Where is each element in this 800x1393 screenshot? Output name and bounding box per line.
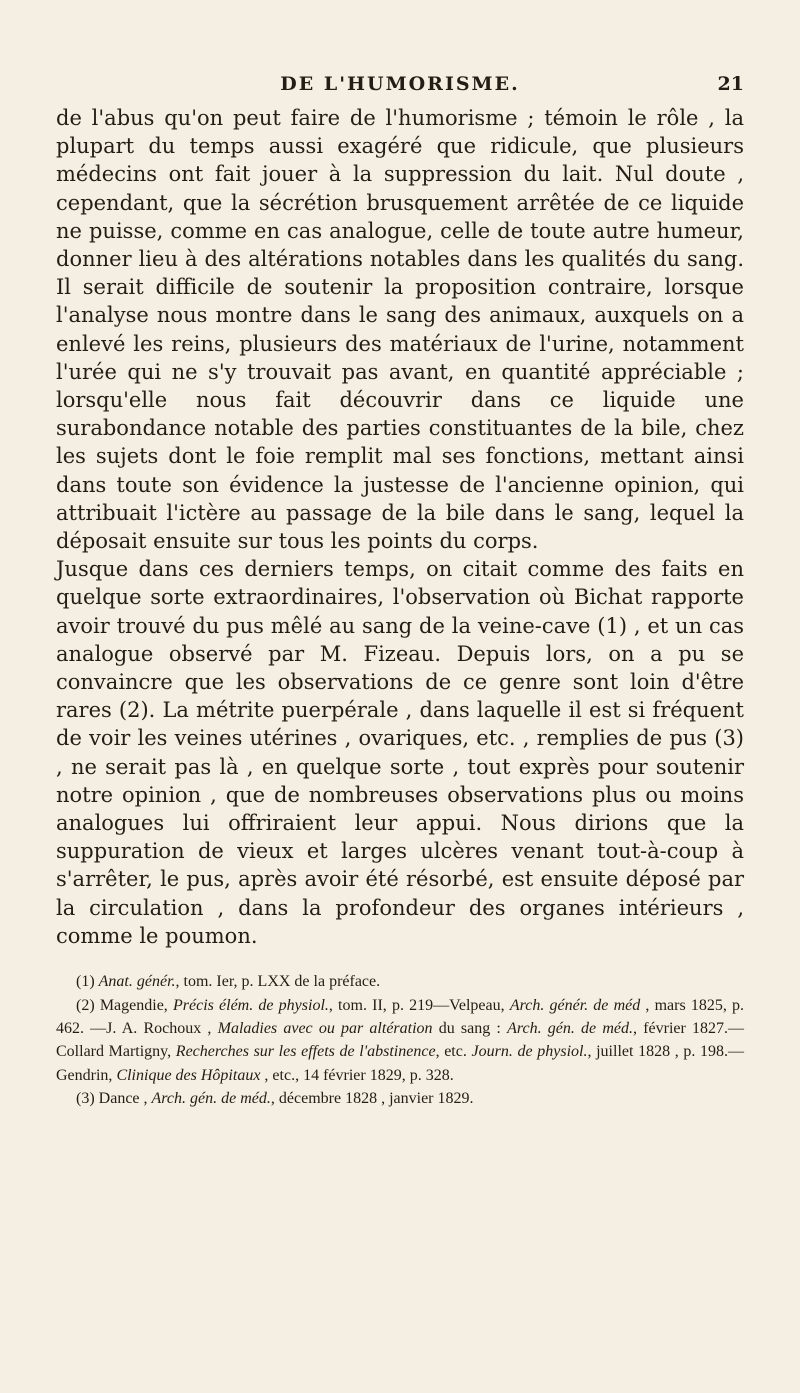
footnote-ref-title: Précis élém. de physiol.	[172, 996, 329, 1014]
footnote-text: Dance ,	[98, 1090, 152, 1108]
footnotes	[56, 970, 744, 1110]
footnote-text: , etc.	[435, 1043, 472, 1061]
paragraph-2: Jusque dans ces derniers temps, on citait comme des faits en quelque sorte extraordinaires, l'observation où Bichat rapporte avoir trouvé du pus mêlé au sang de la veine-cave (1) , et un cas analogue observé par M. Fizeau. Depuis lors, on a pu se convaincre que les observations de ce genre sont loin d'être rares (2). La métrite puerpérale , dans laquelle il est si fréquent de voir les veines utérines , ovariques, etc. , remplies de pus (3) , ne serait pas là , en quelque sorte , tout exprès pour soutenir notre opinion , que de nombreuses observations plus ou moins analogues lui offriraient leur appui. Nous dirions que la suppuration de vieux et larges ulcères venant tout-à-coup à s'arrêter, le pus, après avoir été résorbé, est ensuite déposé par la circulation , dans la profondeur des organes intérieurs , comme le poumon.	[56, 557, 744, 948]
footnote-text: , tom. II, p. 219—Velpeau,	[328, 996, 510, 1014]
footnote-2	[56, 994, 744, 1088]
book-page	[56, 70, 744, 1111]
running-title: DE L'HUMORISME.	[280, 73, 520, 95]
footnote-mark: (1)	[76, 973, 95, 991]
footnote-1	[56, 970, 744, 993]
footnote-ref-title: Recherches sur les effets de l'abstinence	[175, 1043, 436, 1061]
footnote-text: Magendie,	[99, 996, 173, 1014]
footnote-ref-title: Arch. gén. de méd.	[507, 1019, 634, 1037]
footnote-text: , février 1827.—Collard Martigny,	[56, 1019, 745, 1061]
footnote-mark: (3)	[76, 1090, 95, 1108]
footnote-text: , décembre 1828 , janvier 1829.	[270, 1090, 474, 1108]
footnote-ref-title: Anat. génér.	[98, 973, 176, 991]
footnote-ref-title: Journ. de physiol.	[471, 1043, 588, 1061]
footnote-text: , tom. Ier, p. LXX de la préface.	[175, 973, 381, 991]
footnote-ref-title: Arch. gén. de méd.	[151, 1090, 271, 1108]
footnote-ref-title: Clinique des Hôpitaux	[116, 1066, 261, 1084]
footnote-text: , mars 1825, p. 462. —J. A. Rochoux ,	[56, 996, 745, 1037]
footnote-text: , juillet 1828 , p. 198.—Gendrin,	[56, 1043, 745, 1084]
running-head	[56, 70, 744, 100]
page-number: 21	[717, 73, 744, 95]
footnote-text: , etc., 14 février 1829, p. 328.	[260, 1066, 454, 1084]
footnote-ref-title: Arch. génér. de méd	[509, 996, 641, 1014]
footnote-text: du sang :	[432, 1019, 508, 1037]
body-text	[56, 104, 744, 950]
footnote-3	[56, 1087, 744, 1110]
paragraph-1: de l'abus qu'on peut faire de l'humorisme ; témoin le rôle , la plupart du temps aussi exagéré que ridicule, que plusieurs médecins ont fait jouer à la suppression du lait. Nul doute , cependant, que la sécrétion brusquement arrêtée de ce liquide ne puisse, comme en cas analogue, celle de toute autre humeur, donner lieu à des altérations notables dans les qualités du sang. Il serait difficile de soutenir la proposition contraire, lorsque l'analyse nous montre dans le sang des animaux, auxquels on a enlevé les reins, plusieurs des matériaux de l'urine, notamment l'urée qui ne s'y trouvait pas avant, en quantité appréciable ; lorsqu'elle nous fait découvrir dans ce liquide une surabondance notable des parties constituantes de la bile, chez les sujets dont le foie remplit mal ses fonctions, mettant ainsi dans toute son évidence la justesse de l'ancienne opinion, qui attribuait l'ictère au passage de la bile dans le sang, lequel la déposait ensuite sur tous les points du corps.	[56, 106, 744, 554]
footnote-mark: (2)	[76, 996, 95, 1014]
footnote-ref-title: Maladies avec ou par altération	[217, 1019, 433, 1037]
